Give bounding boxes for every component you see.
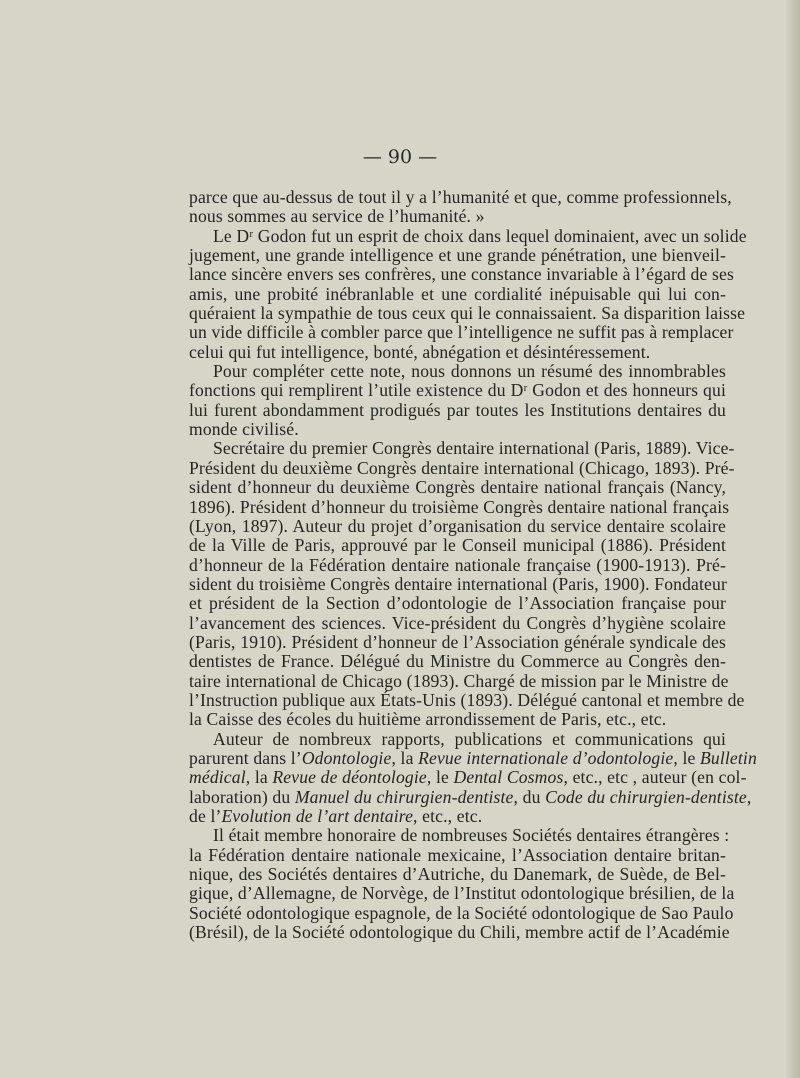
text-line: dentistes de France. Délégué du Ministre du Commerce au Congrès den- (189, 651, 726, 672)
text-run: , la (391, 747, 419, 768)
text-run: , etc., etc , auteur (en col- (563, 767, 747, 788)
book-title: Code du chirurgien-dentiste (545, 786, 747, 807)
text-run: , la (245, 767, 273, 788)
text-line: taire international de Chicago (1893). Chargé de mission par le Ministre de (189, 670, 729, 691)
text-line: Société odontologique espagnole, de la Société odontologique de Sao Paulo (189, 902, 734, 923)
journal-title: Revue de déontologie (272, 767, 427, 788)
text-line: nique, des Sociétés dentaires d’Autriche, du Danemark, de Suède, de Bel- (189, 864, 726, 885)
text-line: et président de la Section d’odontologie de l’Association française pour (189, 593, 726, 614)
text-line: sident du troisième Congrès dentaire international (Paris, 1900). Fondateur (189, 573, 727, 594)
text-run: , etc., etc. (413, 806, 483, 826)
text-line (189, 786, 752, 807)
book-title: Evolution de l’art dentaire (221, 806, 414, 826)
text-line: l’Instruction publique aux États-Unis (1893). Délégué cantonal et membre de (189, 689, 745, 710)
journal-title: Dental Cosmos (453, 767, 564, 788)
text-run: , le (673, 747, 701, 768)
text-line: gique, d’Allemagne, de Norvège, de l’Institut odontologique brésilien, de la (189, 883, 735, 904)
text-run: parurent dans l’ (189, 747, 302, 768)
text-line: l’avancement des sciences. Vice-président du Congrès d’hygiène scolaire (189, 612, 726, 633)
text-line: lui furent abondamment prodigués par toutes les Institutions dentaires du (189, 399, 726, 420)
text-run: laboration) du (189, 786, 295, 807)
journal-title: Odontologie (301, 747, 392, 768)
text-run: , du (513, 786, 546, 807)
book-title: Manuel du chirurgien-dentiste (294, 786, 514, 807)
journal-title: Bulletin (700, 747, 757, 768)
text-line: jugement, une grande intelligence et une grande pénétration, une bienveil- (189, 245, 726, 266)
text-line: (Lyon, 1897). Auteur du projet d’organisation du service dentaire scolaire (189, 515, 726, 536)
text-line: Auteur de nombreux rapports, publications et communications qui (213, 728, 726, 749)
journal-title: Revue internationale d’odontologie (418, 747, 674, 768)
text-line: nous sommes au service de l’humanité. » (189, 206, 485, 227)
text-line: Président du deuxième Congrès dentaire international (Chicago, 1893). Pré- (189, 457, 735, 478)
text-run: , le (426, 767, 454, 788)
text-line (189, 747, 757, 768)
text-line (189, 807, 726, 826)
text-line: la Caisse des écoles du huitième arrondissement de Paris, etc., etc. (189, 709, 667, 730)
text-run: de l’ (189, 806, 222, 826)
text-run: , (746, 786, 752, 807)
text-line: parce que au-dessus de tout il y a l’humanité et que, comme professionnels, (189, 187, 732, 207)
text-line (189, 767, 747, 788)
text-line: 1896). Président d’honneur du troisième Congrès dentaire national français (189, 496, 730, 517)
text-line: Le Dʳ Godon fut un esprit de choix dans lequel dominaient, avec un solide (213, 225, 747, 246)
text-line: de la Ville de Paris, approuvé par le Conseil municipal (1886). Président (189, 535, 726, 556)
body-text (189, 187, 757, 943)
text-line: la Fédération dentaire nationale mexicaine, l’Association dentaire britan- (189, 844, 726, 865)
text-line: Pour compléter cette note, nous donnons un résumé des innombrables (213, 361, 726, 382)
text-line: (Brésil), de la Société odontologique du Chili, membre actif de l’Académie (189, 922, 730, 943)
text-line: (Paris, 1910). Président d’honneur de l’Association générale syndicale des (189, 631, 726, 652)
journal-title: médical (189, 767, 246, 788)
text-line: quéraient la sympathie de tous ceux qui le connaissaient. Sa disparition laisse (189, 303, 746, 324)
text-line: amis, une probité inébranlable et une cordialité inépuisable qui lui con- (189, 283, 726, 304)
text-line: fonctions qui remplirent l’utile existence du Dʳ Godon et des honneurs qui (189, 380, 726, 401)
text-line: Secrétaire du premier Congrès dentaire international (Paris, 1889). Vice- (213, 438, 735, 459)
text-line: monde civilisé. (189, 419, 299, 440)
page-number: — 90 — (362, 146, 438, 168)
text-line: lance sincère envers ses confrères, une constance invariable à l’égard de ses (189, 264, 734, 285)
text-line: d’honneur de la Fédération dentaire nationale française (1900-1913). Pré- (189, 554, 726, 575)
text-line: un vide difficile à combler parce que l’intelligence ne suffit pas à remplacer (189, 322, 734, 343)
text-line: celui qui fut intelligence, bonté, abnégation et désintéressement. (189, 341, 651, 362)
text-line: Il était membre honoraire de nombreuses Sociétés dentaires étrangères : (213, 825, 730, 846)
text-line: sident d’honneur du deuxième Congrès dentaire national français (Nancy, (189, 477, 726, 498)
